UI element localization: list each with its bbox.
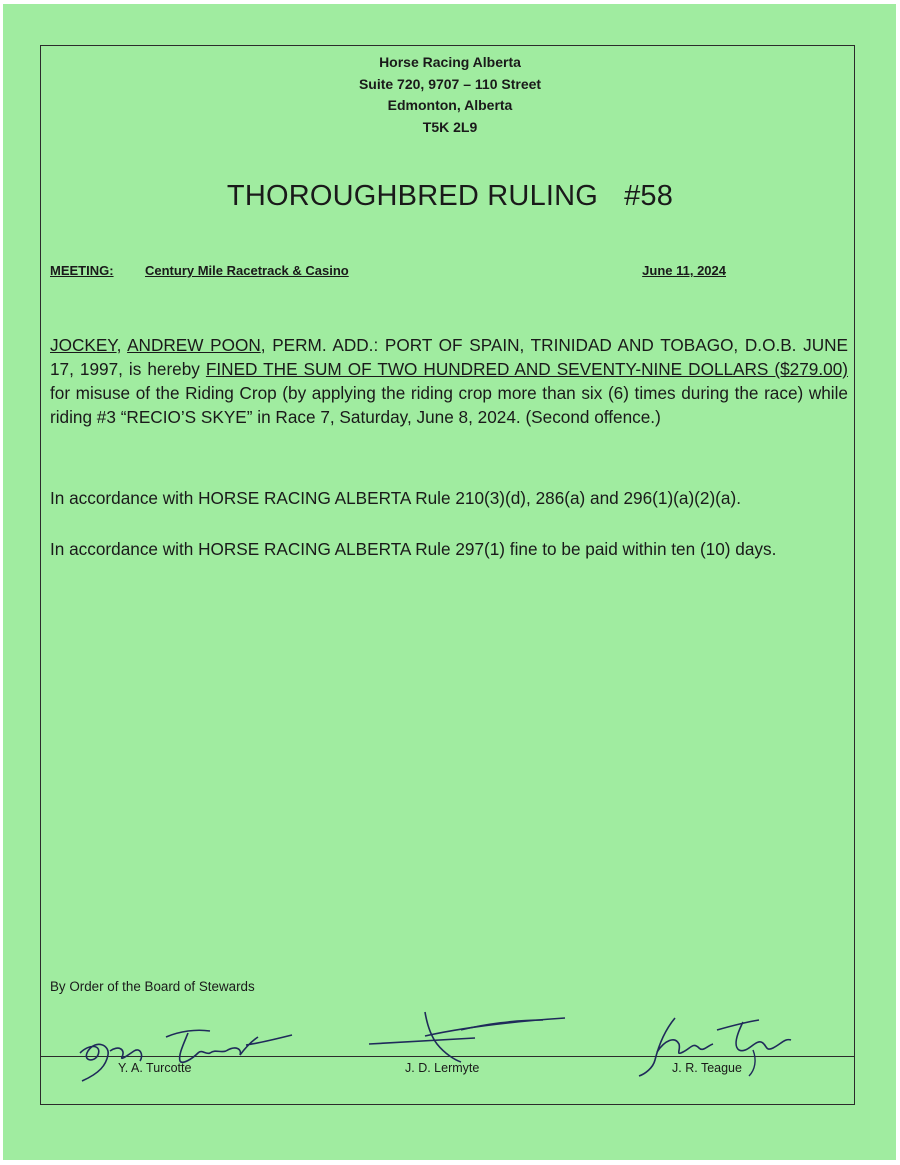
jockey-name: ANDREW POON <box>127 335 261 355</box>
ruling-number: #58 <box>624 180 674 212</box>
ruling-text-2: for misuse of the Riding Crop (by applying the riding crop more than six (6) times during the race) while riding #3 “RECIO’S SKYE” in Race 7, Saturday, June 8, 2024. (Second offence.) <box>50 383 848 427</box>
ruling-text-1: , PERM. ADD.: PORT OF SPAIN, TRINIDAD AND TOBAGO, D.O.B. JUNE 17, 1997, is hereby <box>50 335 849 379</box>
meeting-row <box>50 263 730 283</box>
org-postal: T5K 2L9 <box>422 118 478 135</box>
lermyte-signature <box>365 1008 575 1063</box>
meeting-venue: Century Mile Racetrack & Casino <box>145 263 349 278</box>
org-name: Horse Racing Alberta <box>379 54 521 70</box>
org-city: Edmonton, Alberta <box>387 97 513 113</box>
ruling-paragraph <box>50 333 848 429</box>
meeting-label: MEETING: <box>50 263 114 278</box>
board-order: By Order of the Board of Stewards <box>50 979 255 994</box>
rule-reference-2: In accordance with HORSE RACING ALBERTA Rule 297(1) fine to be paid within ten (10) days. <box>50 539 777 559</box>
org-address: Suite 720, 9707 – 110 Street <box>358 75 542 92</box>
ruling-title <box>0 180 900 213</box>
steward-name-lermyte: J. D. Lermyte <box>405 1061 480 1075</box>
ruling-title-text: THOROUGHBRED RULING <box>226 180 599 212</box>
steward-name-turcotte: Y. A. Turcotte <box>118 1061 192 1075</box>
ruling-separator: , <box>116 335 128 355</box>
letterhead <box>0 52 900 138</box>
fine-amount: FINED THE SUM OF TWO HUNDRED AND SEVENTY-NINE DOLLARS ($279.00) <box>205 359 848 379</box>
steward-name-teague: J. R. Teague <box>672 1061 742 1075</box>
rule-reference-1: In accordance with HORSE RACING ALBERTA Rule 210(3)(d), 286(a) and 296(1)(a)(2)(a). <box>50 488 741 508</box>
ruling-role: JOCKEY <box>50 335 117 355</box>
meeting-date: June 11, 2024 <box>642 263 726 278</box>
